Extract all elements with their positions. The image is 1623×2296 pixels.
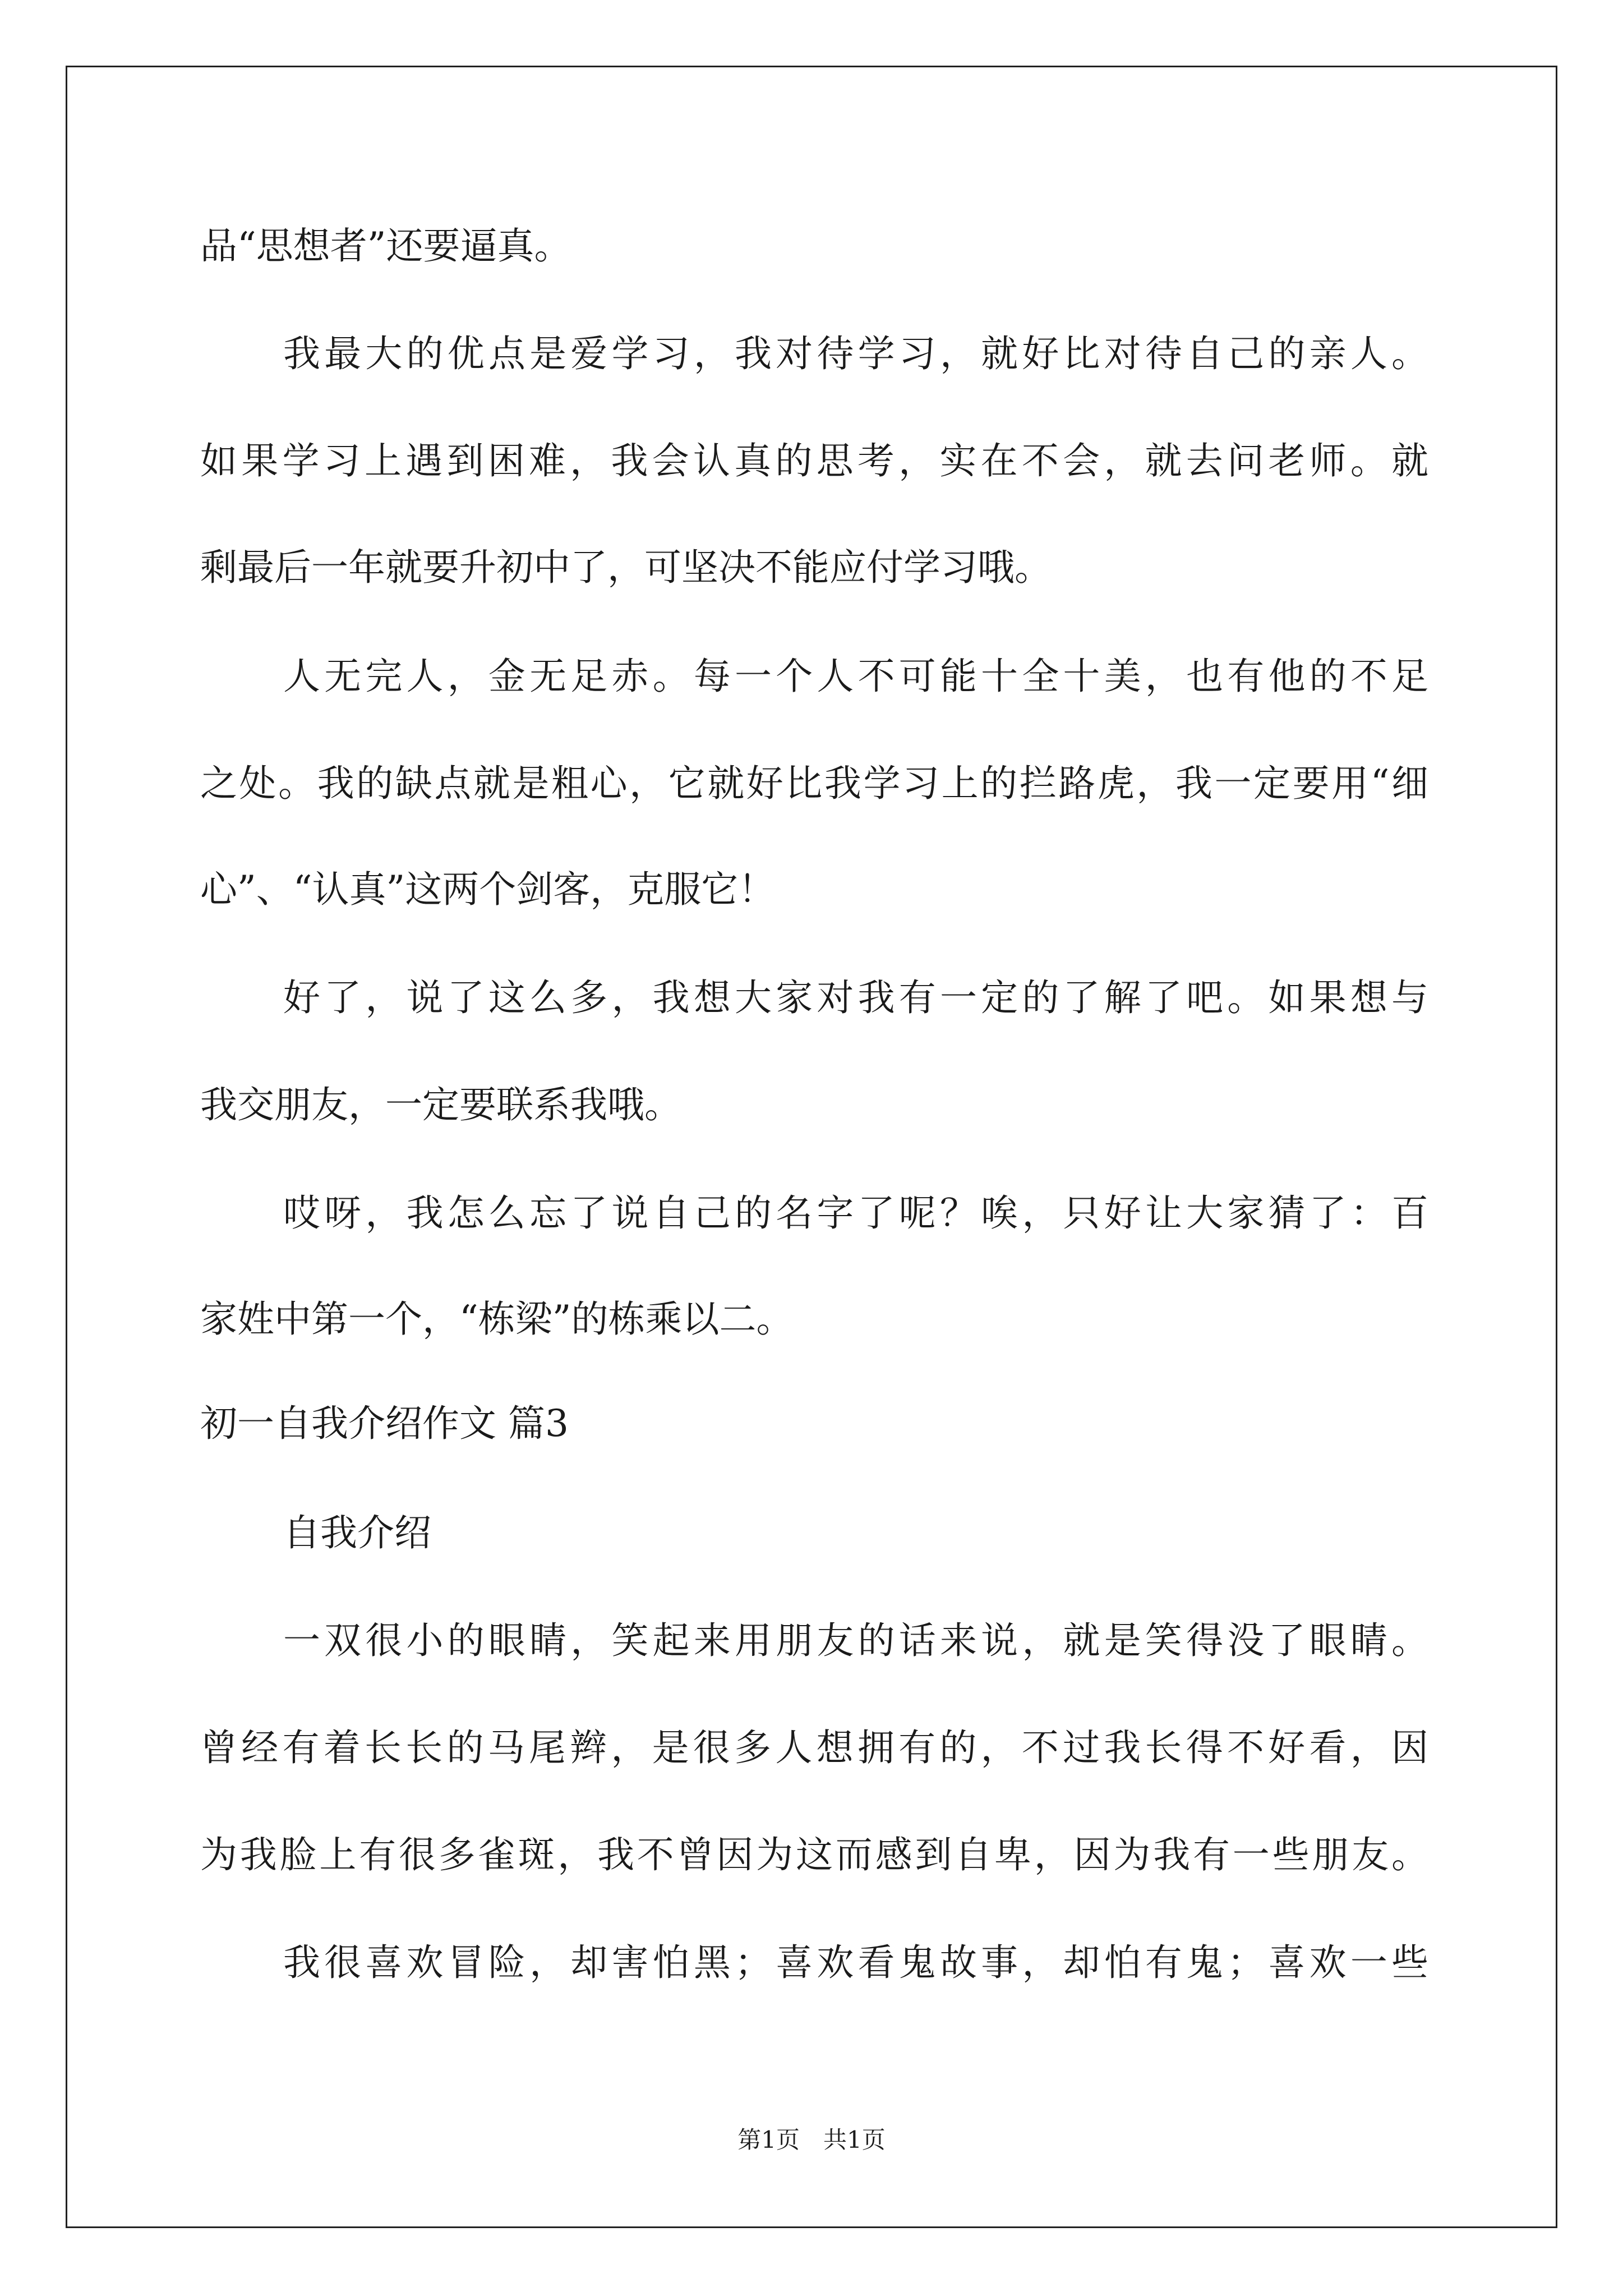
text-line-3: 如果学习上遇到困难，我会认真的思考，实在不会，就去问老师。就 xyxy=(200,439,1428,482)
text-line-2: 我最大的优点是爱学习，我对待学习，就好比对待自己的亲人。 xyxy=(283,332,1428,375)
section-heading: 初一自我介绍作文 篇3 xyxy=(200,1402,569,1445)
text-line-15: 曾经有着长长的马尾辫，是很多人想拥有的，不过我长得不好看，因 xyxy=(200,1726,1428,1769)
text-line-11: 家姓中第一个，“栋梁”的栋乘以二。 xyxy=(200,1297,794,1341)
page-number-footer: 第1页 共1页 xyxy=(737,2126,886,2154)
text-line-7: 心”、“认真”这两个剑客，克服它！ xyxy=(200,868,776,911)
text-line-8: 好了，说了这么多，我想大家对我有一定的了解了吧。如果想与 xyxy=(283,976,1428,1019)
page-border xyxy=(66,66,1557,2228)
section-subtitle: 自我介绍 xyxy=(283,1511,431,1554)
text-line-4: 剩最后一年就要升初中了，可坚决不能应付学习哦。 xyxy=(200,546,1052,589)
text-line-14: 一双很小的眼睛，笑起来用朋友的话来说，就是笑得没了眼睛。 xyxy=(283,1619,1428,1662)
text-line-17: 我很喜欢冒险，却害怕黑；喜欢看鬼故事，却怕有鬼；喜欢一些 xyxy=(283,1941,1428,1984)
text-line-9: 我交朋友，一定要联系我哦。 xyxy=(200,1083,681,1126)
text-line-5: 人无完人，金无足赤。每一个人不可能十全十美，也有他的不足 xyxy=(283,655,1428,698)
text-line-16: 为我脸上有很多雀斑，我不曾因为这而感到自卑，因为我有一些朋友。 xyxy=(200,1833,1428,1876)
text-line-10: 哎呀，我怎么忘了说自己的名字了呢？唉，只好让大家猜了：百 xyxy=(283,1191,1428,1235)
text-line-6: 之处。我的缺点就是粗心，它就好比我学习上的拦路虎，我一定要用“细 xyxy=(200,762,1428,805)
text-line-1: 品“思想者”还要逼真。 xyxy=(200,224,571,268)
